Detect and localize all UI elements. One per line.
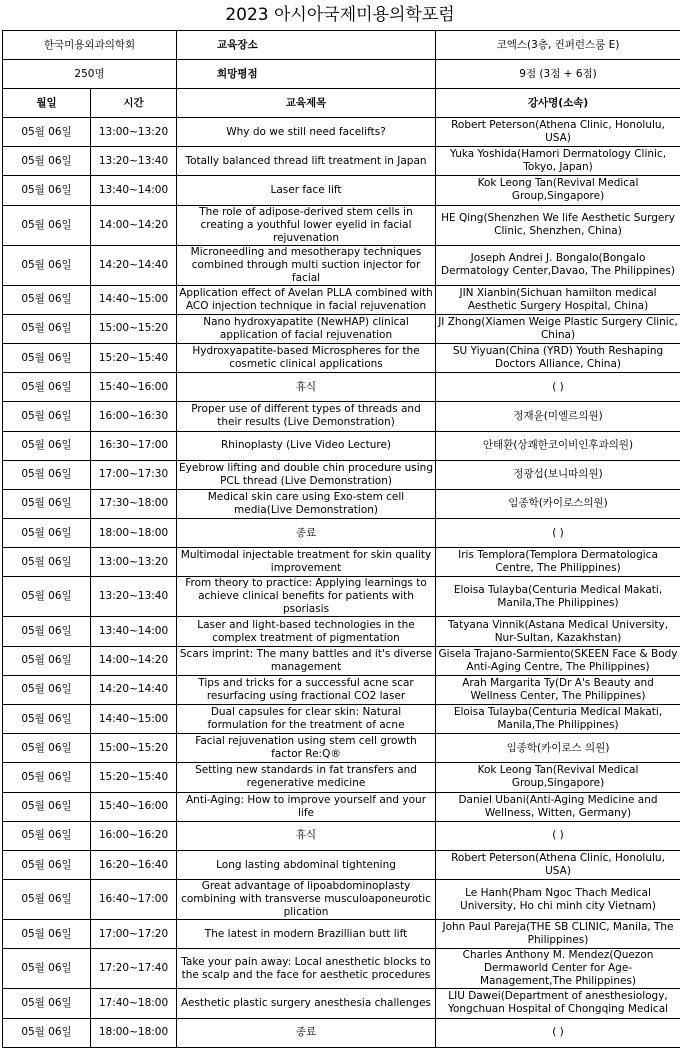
- venue-value: 코엑스(3층, 컨퍼런스룸 E): [436, 31, 680, 60]
- table-row: [3, 646, 680, 675]
- time-cell: 15:20~15:40: [91, 763, 177, 792]
- table-row: [3, 989, 680, 1018]
- speaker-cell: 임종학(카이로스의원): [436, 489, 680, 518]
- page-title: 2023 아시아국제미용의학포럼: [0, 0, 680, 30]
- speaker-cell: Charles Anthony M. Mendez(Quezon Dermaworld Center for Age-Management,The Philippines): [436, 949, 680, 989]
- time-cell: 13:40~14:00: [91, 617, 177, 646]
- date-cell: 05월 06일: [3, 519, 91, 548]
- table-row: [3, 850, 680, 879]
- time-cell: 13:20~13:40: [91, 577, 177, 617]
- date-cell: 05월 06일: [3, 792, 91, 821]
- date-cell: 05월 06일: [3, 314, 91, 343]
- points-value: 9점 (3점 + 6점): [436, 60, 680, 89]
- speaker-cell: 임종학(카이로스 의원): [436, 734, 680, 763]
- date-cell: 05월 06일: [3, 675, 91, 704]
- speaker-cell: Yuka Yoshida(Hamori Dermatology Clinic, Tokyo, Japan): [436, 147, 680, 176]
- capacity-cell: 250명: [3, 60, 177, 89]
- speaker-cell: Robert Peterson(Athena Clinic, Honolulu, USA): [436, 850, 680, 879]
- time-cell: 16:30~17:00: [91, 431, 177, 460]
- title-cell: 휴식: [177, 821, 436, 850]
- table-row: [3, 1018, 680, 1047]
- speaker-cell: 정광섭(보니따의원): [436, 460, 680, 489]
- date-cell: 05월 06일: [3, 920, 91, 949]
- speaker-cell: 정재윤(미엘르의원): [436, 402, 680, 431]
- title-cell: Setting new standards in fat transfers and regenerative medicine: [177, 763, 436, 792]
- time-cell: 14:20~14:40: [91, 675, 177, 704]
- table-row: [3, 519, 680, 548]
- title-cell: Dual capsules for clear skin: Natural formulation for the treatment of acne: [177, 705, 436, 734]
- time-cell: 16:00~16:20: [91, 821, 177, 850]
- title-cell: Application effect of Avelan PLLA combined with ACO injection technique in facial rejuvenation: [177, 285, 436, 314]
- date-cell: 05월 06일: [3, 577, 91, 617]
- time-cell: 18:00~18:00: [91, 519, 177, 548]
- date-cell: 05월 06일: [3, 489, 91, 518]
- date-cell: 05월 06일: [3, 989, 91, 1018]
- date-cell: 05월 06일: [3, 763, 91, 792]
- speaker-cell: 안태환(상쾌한코이비인후과의원): [436, 431, 680, 460]
- title-cell: Multimodal injectable treatment for skin quality improvement: [177, 548, 436, 577]
- venue-label: 교육장소: [177, 31, 436, 60]
- table-row: [3, 402, 680, 431]
- time-cell: 15:00~15:20: [91, 734, 177, 763]
- points-label: 희망평점: [177, 60, 436, 89]
- title-cell: Take your pain away: Local anesthetic blocks to the scalp and the face for aesthetic procedures: [177, 949, 436, 989]
- title-cell: Anti-Aging: How to improve yourself and your life: [177, 792, 436, 821]
- speaker-cell: SU Yiyuan(China (YRD) Youth Reshaping Doctors Alliance, China): [436, 343, 680, 372]
- date-cell: 05월 06일: [3, 343, 91, 372]
- title-cell: Microneedling and mesotherapy techniques combined through multi suction injector for facial: [177, 245, 436, 285]
- date-cell: 05월 06일: [3, 176, 91, 205]
- table-row: [3, 763, 680, 792]
- speaker-cell: Iris Templora(Templora Dermatologica Centre, The Philippines): [436, 548, 680, 577]
- date-cell: 05월 06일: [3, 402, 91, 431]
- title-cell: Laser and light-based technologies in the complex treatment of pigmentation: [177, 617, 436, 646]
- speaker-cell: ( ): [436, 373, 680, 402]
- title-cell: Nano hydroxyapatite (NewHAP) clinical application of facial rejuvenation: [177, 314, 436, 343]
- date-cell: 05월 06일: [3, 850, 91, 879]
- title-cell: Why do we still need facelifts?: [177, 118, 436, 147]
- title-cell: 종료: [177, 519, 436, 548]
- title-cell: Proper use of different types of threads and their results (Live Demonstration): [177, 402, 436, 431]
- title-cell: Scars imprint: The many battles and it's diverse management: [177, 646, 436, 675]
- table-row: [3, 205, 680, 245]
- schedule-table: [2, 30, 680, 1048]
- date-cell: 05월 06일: [3, 705, 91, 734]
- time-cell: 18:00~18:00: [91, 1018, 177, 1047]
- speaker-cell: Tatyana Vinnik(Astana Medical University, Nur-Sultan, Kazakhstan): [436, 617, 680, 646]
- time-cell: 14:00~14:20: [91, 646, 177, 675]
- table-row: [3, 617, 680, 646]
- title-cell: Tips and tricks for a successful acne scar resurfacing using fractional CO2 laser: [177, 675, 436, 704]
- table-row: [3, 949, 680, 989]
- speaker-cell: Le Hanh(Pham Ngoc Thach Medical University, Ho chi minh city Vietnam): [436, 880, 680, 920]
- time-cell: 13:20~13:40: [91, 147, 177, 176]
- date-cell: 05월 06일: [3, 373, 91, 402]
- time-cell: 16:40~17:00: [91, 880, 177, 920]
- time-cell: 13:00~13:20: [91, 548, 177, 577]
- speaker-cell: LIU Dawei(Department of anesthesiology, Yongchuan Hospital of Chongqing Medical: [436, 989, 680, 1018]
- speaker-cell: Kok Leong Tan(Revival Medical Group,Singapore): [436, 176, 680, 205]
- date-cell: 05월 06일: [3, 431, 91, 460]
- title-cell: Facial rejuvenation using stem cell growth factor Re:Q®: [177, 734, 436, 763]
- speaker-cell: Robert Peterson(Athena Clinic, Honolulu, USA): [436, 118, 680, 147]
- time-cell: 17:40~18:00: [91, 989, 177, 1018]
- time-cell: 16:20~16:40: [91, 850, 177, 879]
- table-row: [3, 245, 680, 285]
- speaker-cell: ( ): [436, 821, 680, 850]
- date-cell: 05월 06일: [3, 821, 91, 850]
- table-row: [3, 548, 680, 577]
- speaker-cell: Eloisa Tulayba(Centuria Medical Makati, Manila,The Philippines): [436, 577, 680, 617]
- info-row-points: [3, 60, 680, 89]
- table-row: [3, 577, 680, 617]
- col-header-speaker: 강사명(소속): [436, 89, 680, 118]
- time-cell: 14:40~15:00: [91, 285, 177, 314]
- speaker-cell: Gisela Trajano-Sarmiento(SKEEN Face & Body Anti-Aging Centre, The Philippines): [436, 646, 680, 675]
- date-cell: 05월 06일: [3, 880, 91, 920]
- title-cell: Hydroxyapatite-based Microspheres for the cosmetic clinical applications: [177, 343, 436, 372]
- table-row: [3, 431, 680, 460]
- time-cell: 17:30~18:00: [91, 489, 177, 518]
- col-header-time: 시간: [91, 89, 177, 118]
- title-cell: The role of adipose-derived stem cells in creating a youthful lower eyelid in facial rejuvenation: [177, 205, 436, 245]
- speaker-cell: JIN Xianbin(Sichuan hamilton medical Aesthetic Surgery Hospital, China): [436, 285, 680, 314]
- title-cell: Rhinoplasty (Live Video Lecture): [177, 431, 436, 460]
- date-cell: 05월 06일: [3, 734, 91, 763]
- title-cell: 휴식: [177, 373, 436, 402]
- col-header-date: 월일: [3, 89, 91, 118]
- speaker-cell: Kok Leong Tan(Revival Medical Group,Singapore): [436, 763, 680, 792]
- speaker-cell: HE Qing(Shenzhen We life Aesthetic Surgery Clinic, Shenzhen, China): [436, 205, 680, 245]
- date-cell: 05월 06일: [3, 147, 91, 176]
- table-row: [3, 880, 680, 920]
- date-cell: 05월 06일: [3, 949, 91, 989]
- date-cell: 05월 06일: [3, 1018, 91, 1047]
- table-row: [3, 460, 680, 489]
- table-row: [3, 734, 680, 763]
- table-row: [3, 176, 680, 205]
- title-cell: From theory to practice: Applying learnings to achieve clinical benefits for patients with psoriasis: [177, 577, 436, 617]
- time-cell: 17:00~17:30: [91, 460, 177, 489]
- speaker-cell: ( ): [436, 1018, 680, 1047]
- table-row: [3, 373, 680, 402]
- table-row: [3, 314, 680, 343]
- title-cell: Great advantage of lipoabdominoplasty combining with transverse musculoaponeurotic plication: [177, 880, 436, 920]
- title-cell: Medical skin care using Exo-stem cell media(Live Demonstration): [177, 489, 436, 518]
- title-cell: Aesthetic plastic surgery anesthesia challenges: [177, 989, 436, 1018]
- title-cell: Laser face lift: [177, 176, 436, 205]
- table-row: [3, 489, 680, 518]
- header-row: [3, 89, 680, 118]
- title-cell: Eyebrow lifting and double chin procedure using PCL thread (Live Demonstration): [177, 460, 436, 489]
- date-cell: 05월 06일: [3, 548, 91, 577]
- speaker-cell: Eloisa Tulayba(Centuria Medical Makati, Manila,The Philippines): [436, 705, 680, 734]
- table-row: [3, 118, 680, 147]
- date-cell: 05월 06일: [3, 285, 91, 314]
- date-cell: 05월 06일: [3, 118, 91, 147]
- table-row: [3, 821, 680, 850]
- table-row: [3, 705, 680, 734]
- table-row: [3, 792, 680, 821]
- table-row: [3, 285, 680, 314]
- table-row: [3, 920, 680, 949]
- time-cell: 15:00~15:20: [91, 314, 177, 343]
- speaker-cell: Daniel Ubani(Anti-Aging Medicine and Wellness, Witten, Germany): [436, 792, 680, 821]
- speaker-cell: Arah Margarita Ty(Dr A's Beauty and Wellness Center, The Philippines): [436, 675, 680, 704]
- title-cell: The latest in modern Brazillian butt lift: [177, 920, 436, 949]
- speaker-cell: John Paul Pareja(THE SB CLINIC, Manila, The Philippines): [436, 920, 680, 949]
- time-cell: 14:20~14:40: [91, 245, 177, 285]
- speaker-cell: ( ): [436, 519, 680, 548]
- table-row: [3, 675, 680, 704]
- time-cell: 14:40~15:00: [91, 705, 177, 734]
- speaker-cell: Joseph Andrei J. Bongalo(Bongalo Dermatology Center,Davao, The Philippines): [436, 245, 680, 285]
- title-cell: Long lasting abdominal tightening: [177, 850, 436, 879]
- date-cell: 05월 06일: [3, 617, 91, 646]
- info-row-venue: [3, 31, 680, 60]
- table-row: [3, 343, 680, 372]
- time-cell: 17:00~17:20: [91, 920, 177, 949]
- col-header-title: 교육제목: [177, 89, 436, 118]
- time-cell: 15:40~16:00: [91, 373, 177, 402]
- organizer-cell: 한국미용외과의학회: [3, 31, 177, 60]
- speaker-cell: JI Zhong(Xiamen Weige Plastic Surgery Clinic, China): [436, 314, 680, 343]
- date-cell: 05월 06일: [3, 646, 91, 675]
- time-cell: 13:40~14:00: [91, 176, 177, 205]
- time-cell: 15:20~15:40: [91, 343, 177, 372]
- date-cell: 05월 06일: [3, 245, 91, 285]
- time-cell: 17:20~17:40: [91, 949, 177, 989]
- time-cell: 15:40~16:00: [91, 792, 177, 821]
- time-cell: 13:00~13:20: [91, 118, 177, 147]
- title-cell: 종료: [177, 1018, 436, 1047]
- time-cell: 16:00~16:30: [91, 402, 177, 431]
- table-row: [3, 147, 680, 176]
- time-cell: 14:00~14:20: [91, 205, 177, 245]
- title-cell: Totally balanced thread lift treatment in Japan: [177, 147, 436, 176]
- date-cell: 05월 06일: [3, 460, 91, 489]
- date-cell: 05월 06일: [3, 205, 91, 245]
